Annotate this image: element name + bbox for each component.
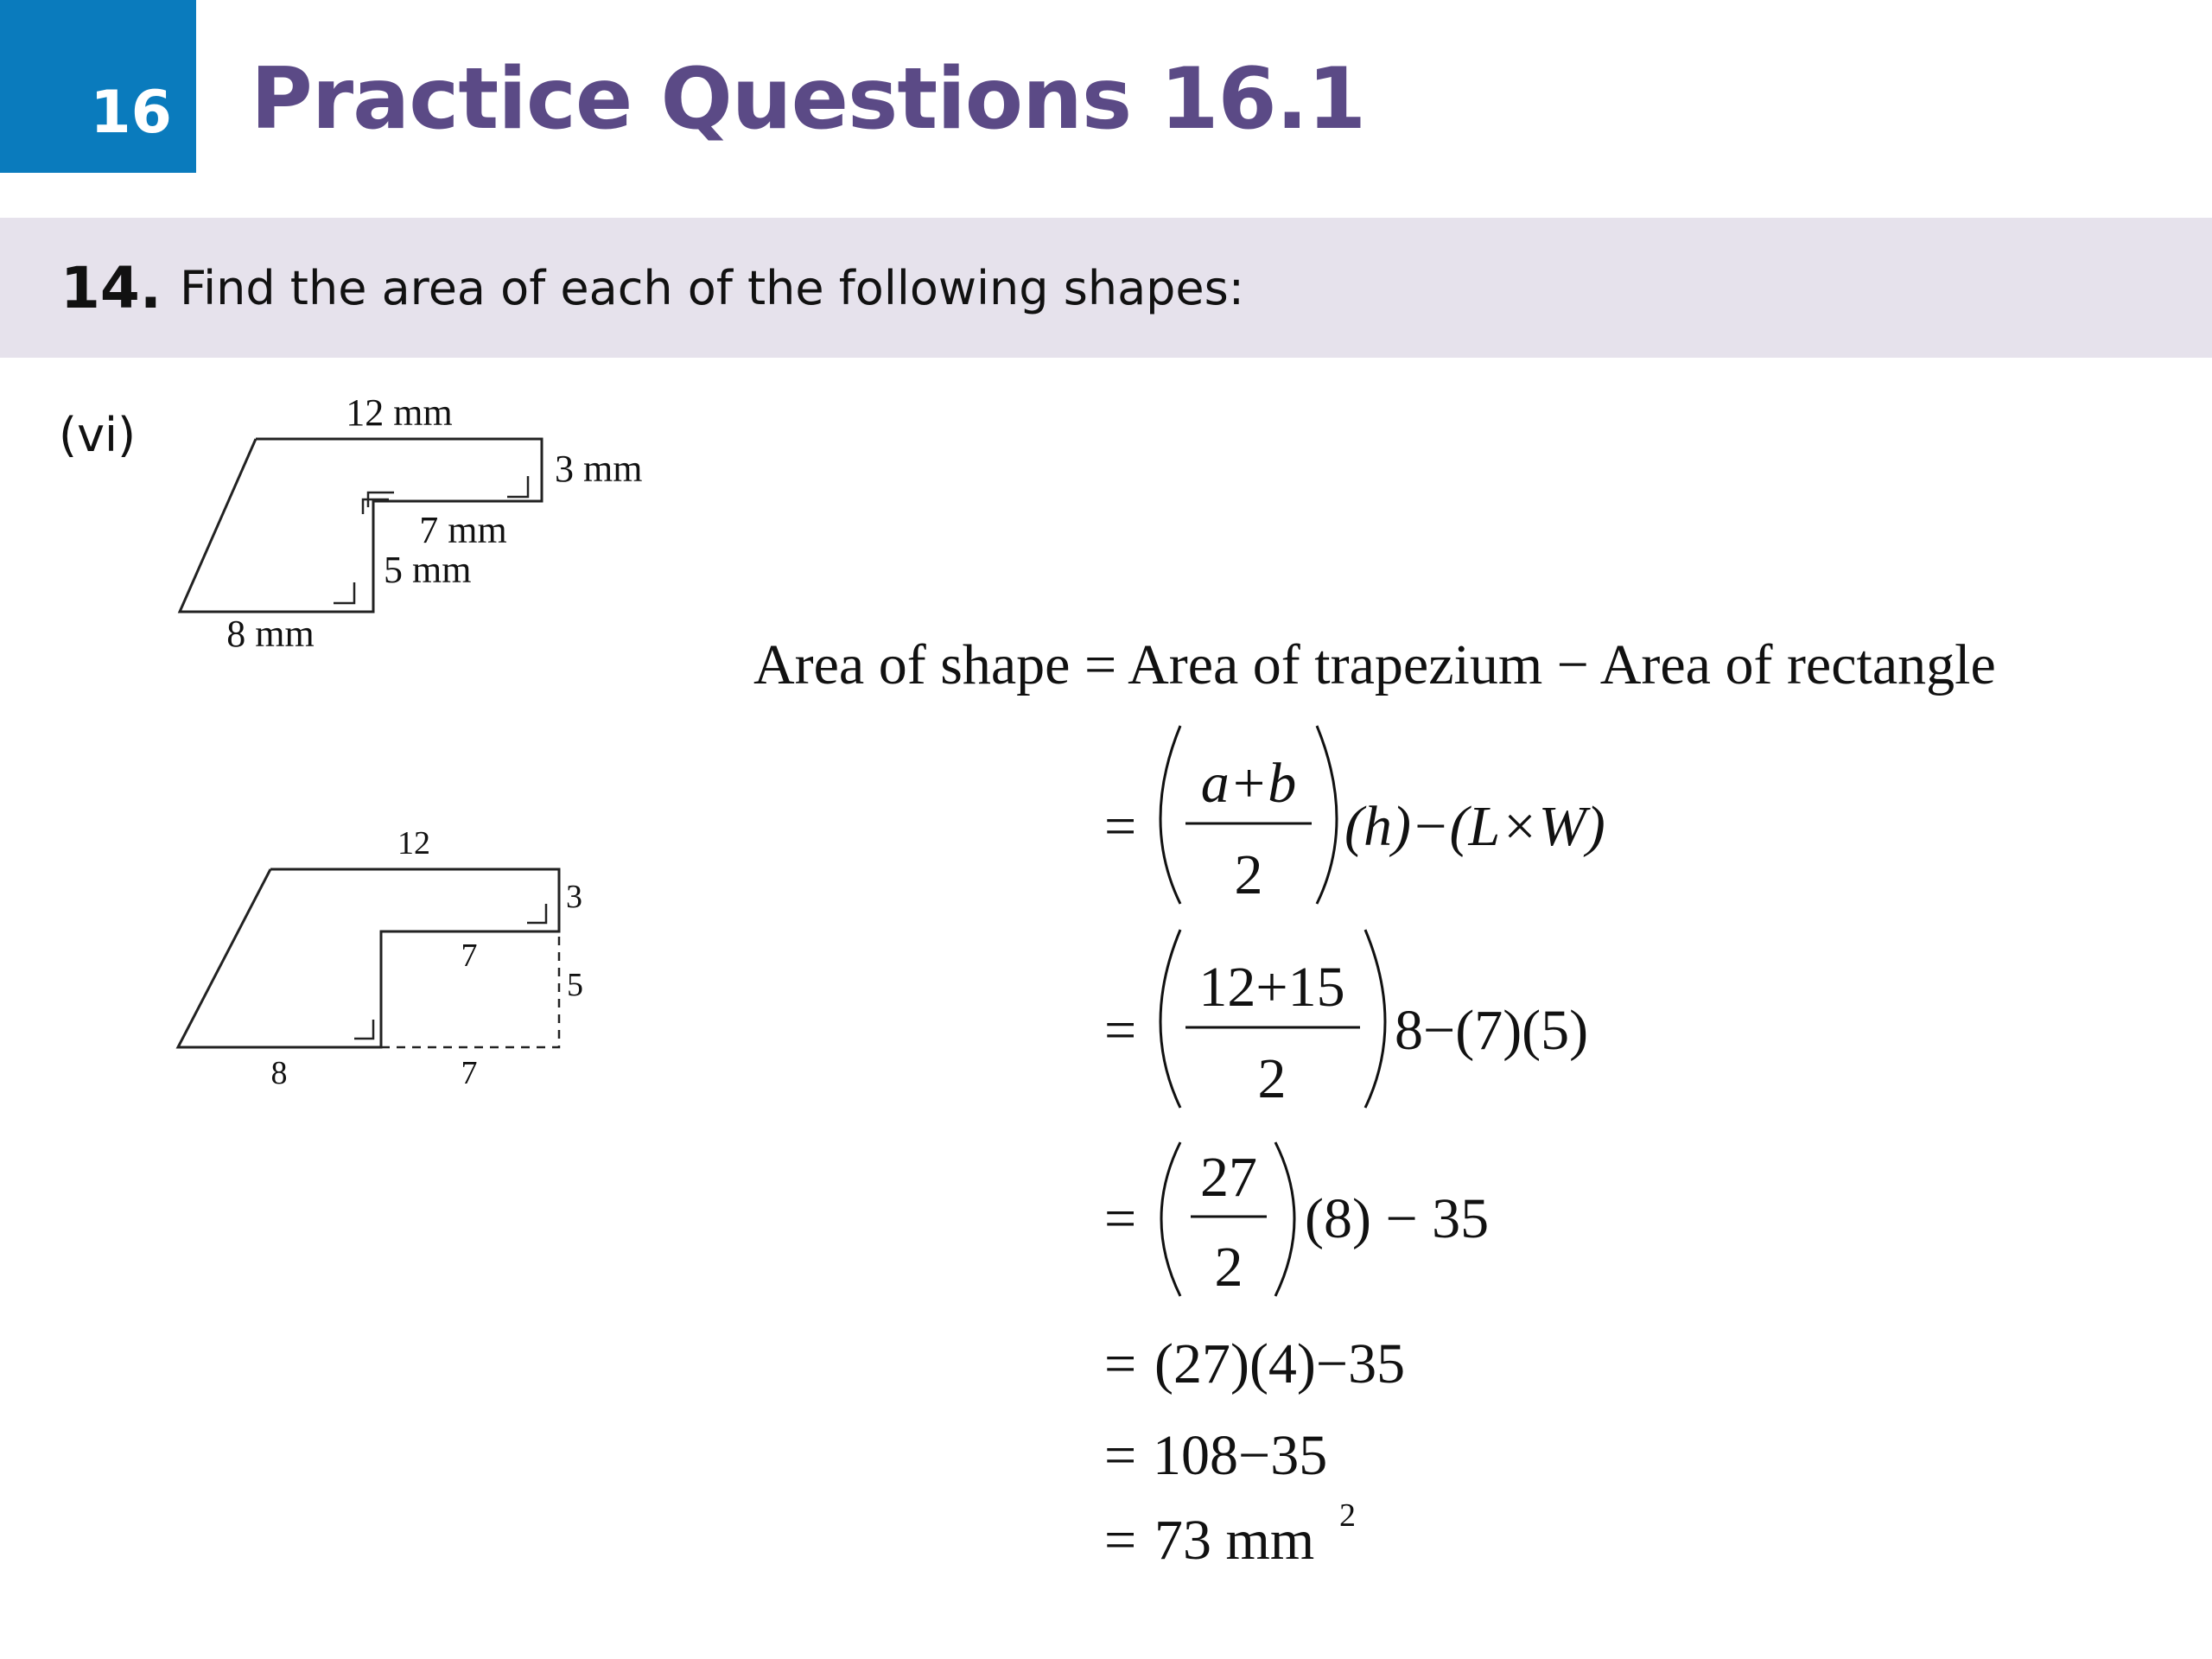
expression: 108−35 xyxy=(1153,1424,1328,1487)
figure-2-label-bottom-right: 7 xyxy=(461,1055,478,1091)
solution-step-1 xyxy=(1104,726,1605,906)
chapter-number-badge: 16 xyxy=(0,0,196,173)
solution-rhs: Area of trapezium − Area of rectangle xyxy=(1128,633,1996,696)
figure-1-label-inner-top: 7 mm xyxy=(419,509,507,551)
fraction-numerator: 12+15 xyxy=(1198,956,1345,1019)
part-label: (vi) xyxy=(59,408,137,462)
figure-2-label-right: 3 xyxy=(566,879,582,915)
left-paren xyxy=(1160,930,1180,1108)
page-title: Practice Questions 16.1 xyxy=(251,50,1366,149)
question-text: Find the area of each of the following shapes: xyxy=(180,260,1244,315)
fraction-numerator: a+b xyxy=(1200,752,1297,815)
final-answer: 73 mm xyxy=(1154,1509,1315,1572)
fraction-numerator: 27 xyxy=(1200,1146,1257,1209)
figure-1-label-bottom: 8 mm xyxy=(226,613,315,655)
solution-lhs: Area of shape xyxy=(753,633,1071,696)
fraction-denominator: 2 xyxy=(1234,843,1263,906)
equals-sign: = xyxy=(1084,633,1117,696)
question-number: 14. xyxy=(60,254,162,321)
expression: (27)(4)−35 xyxy=(1154,1332,1406,1395)
right-paren xyxy=(1365,930,1385,1108)
final-answer-exponent: 2 xyxy=(1339,1497,1356,1534)
equals-sign: = xyxy=(1104,1187,1137,1250)
solution-step-2 xyxy=(1104,930,1588,1110)
figure-2-label-dashed-side: 5 xyxy=(567,967,583,1003)
solution-step-3 xyxy=(1104,1142,1489,1299)
figure-2-label-bottom-left: 8 xyxy=(270,1055,288,1091)
expression-rest: 8−(7)(5) xyxy=(1395,999,1589,1062)
expression-rest: (8) − 35 xyxy=(1305,1187,1490,1250)
equals-sign: = xyxy=(1104,1424,1137,1487)
expression-rest: (h)−(L×W) xyxy=(1344,795,1605,858)
solution-step-6 xyxy=(1104,1497,1356,1572)
solution-step-4 xyxy=(1104,1332,1405,1395)
equals-sign: = xyxy=(1104,1332,1137,1395)
figure-2-label-inner-top: 7 xyxy=(461,938,478,974)
figure-1-label-inner-side: 5 mm xyxy=(384,549,472,591)
right-paren xyxy=(1317,726,1337,904)
left-paren xyxy=(1161,1142,1180,1296)
right-paren xyxy=(1275,1142,1294,1296)
equals-sign: = xyxy=(1104,1509,1137,1572)
left-paren xyxy=(1160,726,1180,904)
figure-2-label-top: 12 xyxy=(397,825,430,861)
solution-step-5 xyxy=(1104,1424,1327,1487)
equals-sign: = xyxy=(1104,795,1137,858)
figure-1-label-right: 3 mm xyxy=(555,448,643,490)
equals-sign: = xyxy=(1104,999,1137,1062)
fraction-denominator: 2 xyxy=(1214,1236,1243,1299)
fraction-denominator: 2 xyxy=(1257,1047,1287,1110)
figure-1-label-top: 12 mm xyxy=(346,391,453,434)
